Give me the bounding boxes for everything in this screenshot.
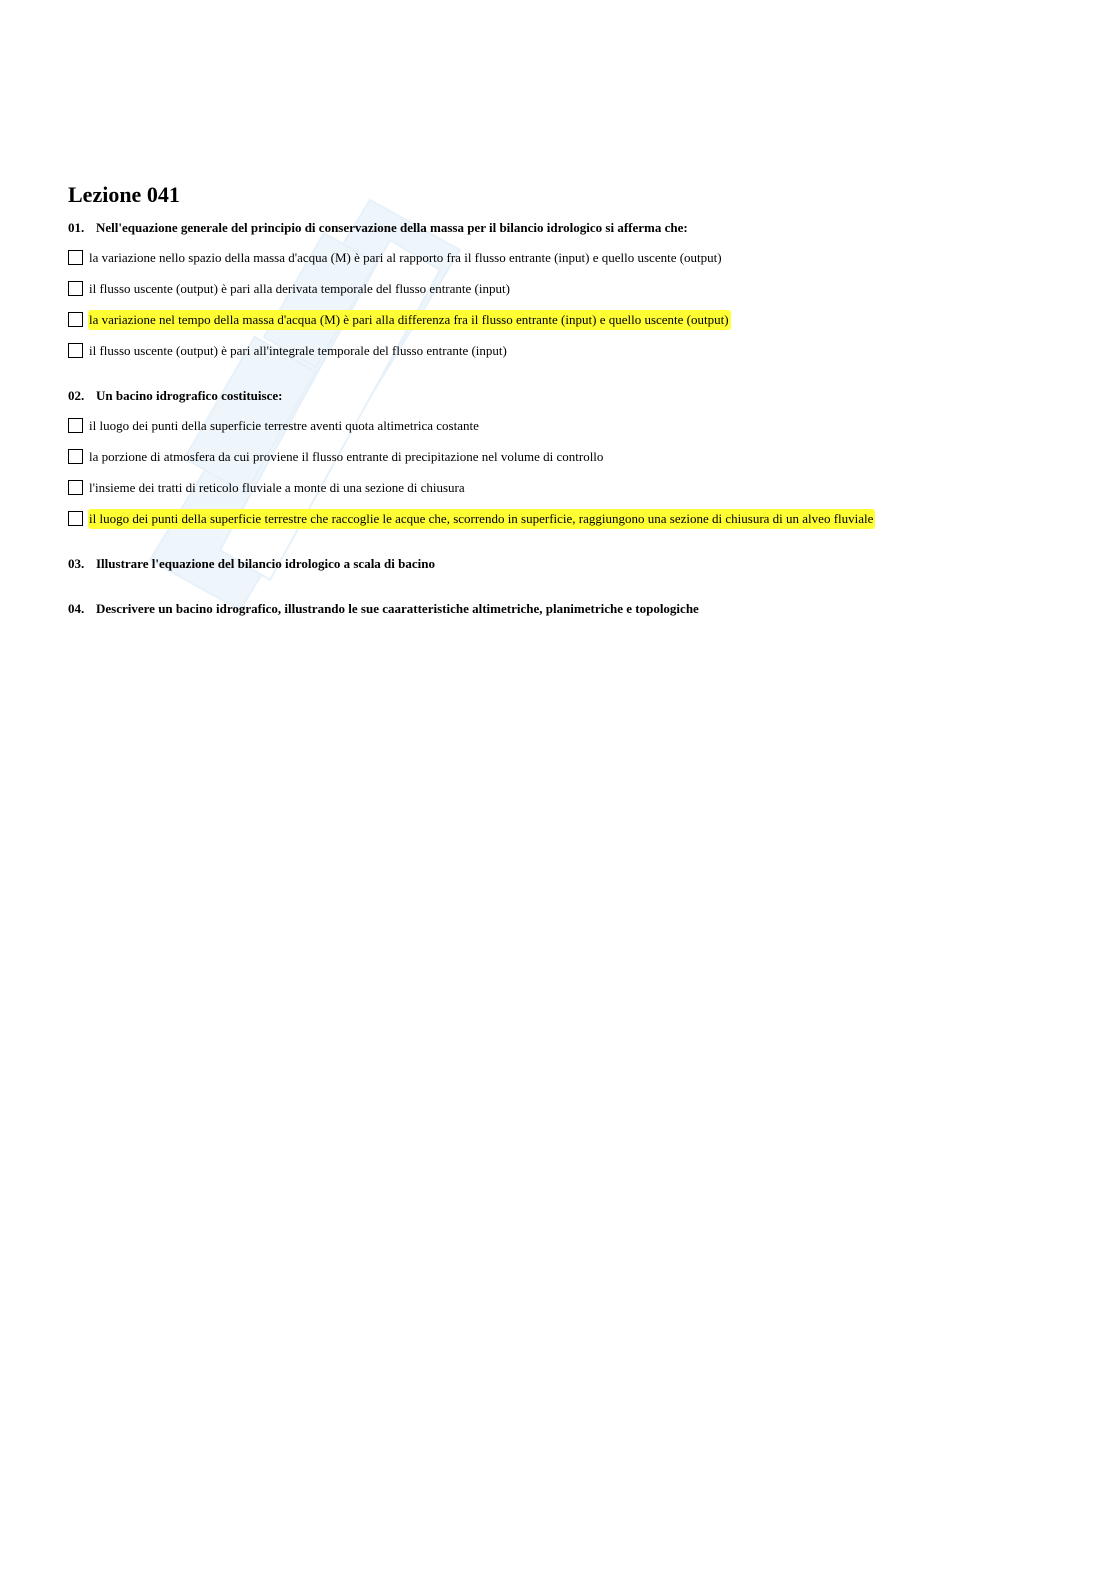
checkbox[interactable] (68, 343, 83, 358)
option-text: il flusso uscente (output) è pari alla derivata temporale del flusso entrante (input) (89, 280, 510, 296)
lesson-title: Lezione 041 (68, 182, 180, 207)
document-body (68, 180, 1068, 618)
option-text: l'insieme dei tratti di reticolo fluviale a monte di una sezione di chiusura (89, 479, 465, 495)
answer-option (68, 441, 1068, 472)
option-text: la variazione nello spazio della massa d'acqua (M) è pari al rapporto fra il flusso entrante (input) e quello uscente (output) (89, 249, 722, 265)
answer-option (68, 242, 1068, 273)
checkbox[interactable] (68, 250, 83, 265)
checkbox[interactable] (68, 418, 83, 433)
option-text-highlighted: il luogo dei punti della superficie terrestre che raccoglie le acque che, scorrendo in superficie, raggiungono una sezione di chiusura di un alveo fluviale (88, 509, 875, 529)
option-text: il flusso uscente (output) è pari all'integrale temporale del flusso entrante (input) (89, 342, 507, 358)
answer-option-correct (68, 304, 1068, 335)
answer-option (68, 472, 1068, 503)
question-text: Un bacino idrografico costituisce: (96, 388, 283, 403)
checkbox[interactable] (68, 480, 83, 495)
question-number: 02. (68, 388, 85, 403)
answer-options-02 (68, 410, 1068, 534)
question-number: 04. (68, 601, 85, 616)
question-number: 01. (68, 220, 85, 235)
checkbox[interactable] (68, 312, 83, 327)
answer-option (68, 410, 1068, 441)
question-04 (68, 600, 1068, 618)
answer-option (68, 273, 1068, 304)
checkbox[interactable] (68, 449, 83, 464)
question-03 (68, 555, 1068, 573)
option-text-highlighted: la variazione nel tempo della massa d'acqua (M) è pari alla differenza fra il flusso entrante (input) e quello uscente (output) (88, 310, 731, 330)
question-text: Nell'equazione generale del principio di conservazione della massa per il bilancio idrologico si afferma che: (96, 220, 688, 235)
question-02 (68, 387, 1068, 405)
question-text: Descrivere un bacino idrografico, illustrando le sue caaratteristiche altimetriche, planimetriche e topologiche (96, 601, 699, 616)
answer-option-correct (68, 503, 1068, 534)
question-number: 03. (68, 556, 85, 571)
answer-option (68, 335, 1068, 366)
answer-options-01 (68, 242, 1068, 366)
option-text: il luogo dei punti della superficie terrestre aventi quota altimetrica costante (89, 417, 479, 433)
option-text: la porzione di atmosfera da cui proviene il flusso entrante di precipitazione nel volume di controllo (89, 448, 604, 464)
question-text: Illustrare l'equazione del bilancio idrologico a scala di bacino (96, 556, 435, 571)
question-01 (68, 219, 1068, 237)
checkbox[interactable] (68, 511, 83, 526)
checkbox[interactable] (68, 281, 83, 296)
